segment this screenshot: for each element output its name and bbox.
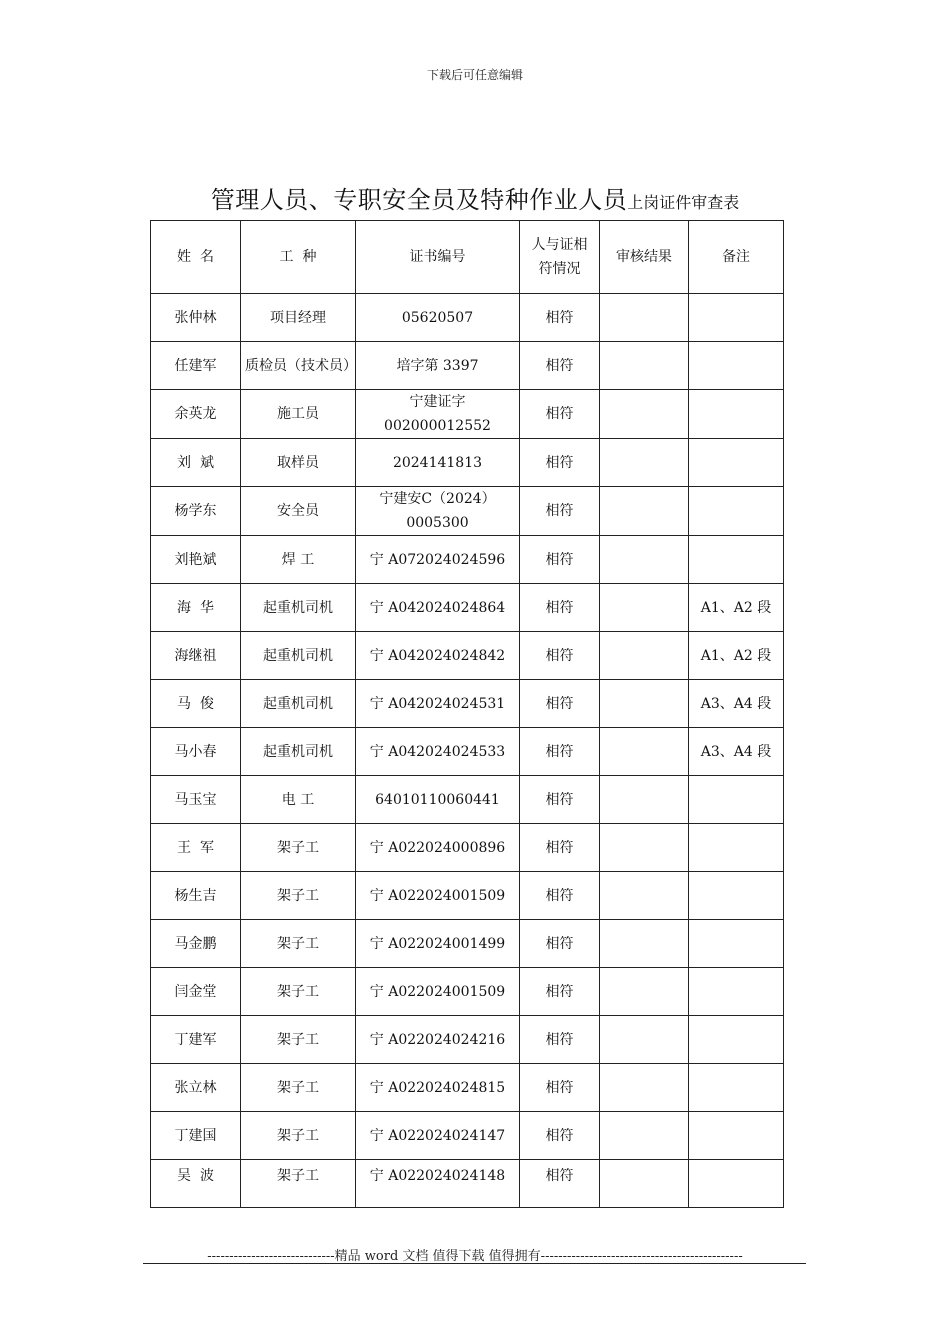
cell-match: 相符 bbox=[520, 294, 600, 342]
table-row bbox=[151, 968, 784, 1016]
cell-name: 杨学东 bbox=[151, 487, 241, 536]
header-note: 下载后可任意编辑 bbox=[426, 68, 523, 82]
cell-cert-no: 宁建安C（2024）0005300 bbox=[356, 487, 520, 536]
table-row bbox=[151, 776, 784, 824]
cell-match: 相符 bbox=[520, 1160, 600, 1208]
cell-match: 相符 bbox=[520, 824, 600, 872]
table-row bbox=[151, 342, 784, 390]
cell-trade: 架子工 bbox=[241, 824, 356, 872]
cell-review bbox=[600, 294, 689, 342]
cell-trade: 架子工 bbox=[241, 1016, 356, 1064]
cell-name: 海继祖 bbox=[151, 632, 241, 680]
table-header-row bbox=[151, 221, 784, 294]
cell-review bbox=[600, 536, 689, 584]
cell-remark bbox=[689, 439, 784, 487]
cell-remark: A3、A4 段 bbox=[689, 680, 784, 728]
table-row bbox=[151, 487, 784, 536]
table-row bbox=[151, 1160, 784, 1208]
table-row bbox=[151, 920, 784, 968]
cell-remark: A1、A2 段 bbox=[689, 632, 784, 680]
table-row bbox=[151, 536, 784, 584]
cell-review bbox=[600, 487, 689, 536]
cell-cert-no: 宁 A042024024864 bbox=[356, 584, 520, 632]
cell-remark bbox=[689, 824, 784, 872]
cell-review bbox=[600, 1064, 689, 1112]
cell-remark bbox=[689, 872, 784, 920]
footer-divider bbox=[143, 1263, 806, 1264]
cell-name: 海 华 bbox=[151, 584, 241, 632]
cell-cert-no: 宁 A022024001499 bbox=[356, 920, 520, 968]
cell-cert-no: 宁 A042024024842 bbox=[356, 632, 520, 680]
cell-cert-no: 2024141813 bbox=[356, 439, 520, 487]
cell-name: 张立林 bbox=[151, 1064, 241, 1112]
table-row bbox=[151, 584, 784, 632]
cell-remark: A3、A4 段 bbox=[689, 728, 784, 776]
table-row bbox=[151, 632, 784, 680]
cell-trade: 起重机司机 bbox=[241, 680, 356, 728]
header-remark: 备注 bbox=[689, 221, 784, 294]
table-row bbox=[151, 294, 784, 342]
cell-review bbox=[600, 776, 689, 824]
cell-trade: 架子工 bbox=[241, 1160, 356, 1208]
cell-match: 相符 bbox=[520, 872, 600, 920]
cell-name: 刘 斌 bbox=[151, 439, 241, 487]
table-row bbox=[151, 1112, 784, 1160]
cell-match: 相符 bbox=[520, 1112, 600, 1160]
cell-cert-no: 宁 A072024024596 bbox=[356, 536, 520, 584]
header-review: 审核结果 bbox=[600, 221, 689, 294]
cell-name: 余英龙 bbox=[151, 390, 241, 439]
cell-review bbox=[600, 728, 689, 776]
cell-name: 马小春 bbox=[151, 728, 241, 776]
cell-remark bbox=[689, 1160, 784, 1208]
header-cert-no: 证书编号 bbox=[356, 221, 520, 294]
footer-text: -----------------------------精品 word 文档 值得下载 值得拥有---------------------------------------------- bbox=[207, 1249, 743, 1264]
header-trade: 工 种 bbox=[241, 221, 356, 294]
cell-trade: 架子工 bbox=[241, 872, 356, 920]
header-match-line2: 符情况 bbox=[538, 261, 581, 277]
header-match bbox=[520, 221, 600, 294]
cell-name: 马 俊 bbox=[151, 680, 241, 728]
cell-name: 刘艳斌 bbox=[151, 536, 241, 584]
cell-cert-no: 宁 A022024024216 bbox=[356, 1016, 520, 1064]
cell-review bbox=[600, 1160, 689, 1208]
cell-cert-no: 宁 A042024024533 bbox=[356, 728, 520, 776]
cell-match: 相符 bbox=[520, 1064, 600, 1112]
cell-cert-no: 宁建证字 002000012552 bbox=[356, 390, 520, 439]
cell-name: 丁建军 bbox=[151, 1016, 241, 1064]
cell-trade: 起重机司机 bbox=[241, 584, 356, 632]
cell-cert-no: 培字第 3397 bbox=[356, 342, 520, 390]
cell-cert-no: 宁 A022024001509 bbox=[356, 872, 520, 920]
cell-cert-no: 宁 A042024024531 bbox=[356, 680, 520, 728]
cell-name: 闫金堂 bbox=[151, 968, 241, 1016]
table-row bbox=[151, 1016, 784, 1064]
cell-review bbox=[600, 584, 689, 632]
cell-review bbox=[600, 632, 689, 680]
cell-review bbox=[600, 968, 689, 1016]
cell-match: 相符 bbox=[520, 584, 600, 632]
cell-trade: 电 工 bbox=[241, 776, 356, 824]
cell-name: 任建军 bbox=[151, 342, 241, 390]
cell-match: 相符 bbox=[520, 680, 600, 728]
cell-remark bbox=[689, 487, 784, 536]
cell-remark bbox=[689, 1064, 784, 1112]
cell-review bbox=[600, 390, 689, 439]
cell-match: 相符 bbox=[520, 439, 600, 487]
cell-cert-no: 宁 A022024024815 bbox=[356, 1064, 520, 1112]
cell-trade: 质检员（技术员） bbox=[241, 342, 356, 390]
cell-trade: 焊 工 bbox=[241, 536, 356, 584]
header-name: 姓 名 bbox=[151, 221, 241, 294]
title-main: 管理人员、专职安全员及特种作业人员 bbox=[210, 186, 628, 214]
cell-trade: 取样员 bbox=[241, 439, 356, 487]
cell-cert-no: 宁 A022024024147 bbox=[356, 1112, 520, 1160]
cell-cert-no: 宁 A022024000896 bbox=[356, 824, 520, 872]
cell-match: 相符 bbox=[520, 632, 600, 680]
cell-review bbox=[600, 680, 689, 728]
table-row bbox=[151, 1064, 784, 1112]
cell-cert-no: 宁 A022024024148 bbox=[356, 1160, 520, 1208]
title-sub: 上岗证件审查表 bbox=[627, 193, 740, 212]
cell-remark bbox=[689, 920, 784, 968]
cell-review bbox=[600, 1016, 689, 1064]
cell-remark: A1、A2 段 bbox=[689, 584, 784, 632]
cell-review bbox=[600, 342, 689, 390]
cell-remark bbox=[689, 1016, 784, 1064]
cell-review bbox=[600, 872, 689, 920]
cell-review bbox=[600, 824, 689, 872]
cell-match: 相符 bbox=[520, 776, 600, 824]
cell-remark bbox=[689, 390, 784, 439]
document-title bbox=[0, 180, 950, 215]
certificate-review-table bbox=[150, 220, 784, 1208]
table-row bbox=[151, 439, 784, 487]
header-match-line1: 人与证相 bbox=[531, 237, 588, 253]
cell-trade: 架子工 bbox=[241, 1064, 356, 1112]
cell-trade: 施工员 bbox=[241, 390, 356, 439]
cell-trade: 架子工 bbox=[241, 920, 356, 968]
cell-name: 杨生吉 bbox=[151, 872, 241, 920]
cell-trade: 安全员 bbox=[241, 487, 356, 536]
cell-match: 相符 bbox=[520, 728, 600, 776]
table-row bbox=[151, 390, 784, 439]
cell-trade: 架子工 bbox=[241, 1112, 356, 1160]
cell-review bbox=[600, 439, 689, 487]
cell-match: 相符 bbox=[520, 920, 600, 968]
cell-match: 相符 bbox=[520, 1016, 600, 1064]
cell-match: 相符 bbox=[520, 536, 600, 584]
cell-review bbox=[600, 920, 689, 968]
table-row bbox=[151, 872, 784, 920]
cell-cert-no: 宁 A022024001509 bbox=[356, 968, 520, 1016]
cell-remark bbox=[689, 536, 784, 584]
cell-name: 王 军 bbox=[151, 824, 241, 872]
cell-trade: 项目经理 bbox=[241, 294, 356, 342]
cell-trade: 起重机司机 bbox=[241, 728, 356, 776]
cell-cert-no: 64010110060441 bbox=[356, 776, 520, 824]
cell-name: 吴 波 bbox=[151, 1160, 241, 1208]
cell-name: 马玉宝 bbox=[151, 776, 241, 824]
cell-remark bbox=[689, 1112, 784, 1160]
table-row bbox=[151, 824, 784, 872]
cell-name: 丁建国 bbox=[151, 1112, 241, 1160]
cell-remark bbox=[689, 968, 784, 1016]
cell-remark bbox=[689, 776, 784, 824]
cell-remark bbox=[689, 342, 784, 390]
table-row bbox=[151, 680, 784, 728]
cell-match: 相符 bbox=[520, 390, 600, 439]
cell-match: 相符 bbox=[520, 487, 600, 536]
cell-match: 相符 bbox=[520, 342, 600, 390]
cell-name: 马金鹏 bbox=[151, 920, 241, 968]
table-row bbox=[151, 728, 784, 776]
cell-name: 张仲林 bbox=[151, 294, 241, 342]
cell-trade: 起重机司机 bbox=[241, 632, 356, 680]
cell-trade: 架子工 bbox=[241, 968, 356, 1016]
cell-review bbox=[600, 1112, 689, 1160]
cell-remark bbox=[689, 294, 784, 342]
cell-match: 相符 bbox=[520, 968, 600, 1016]
cell-cert-no: 05620507 bbox=[356, 294, 520, 342]
